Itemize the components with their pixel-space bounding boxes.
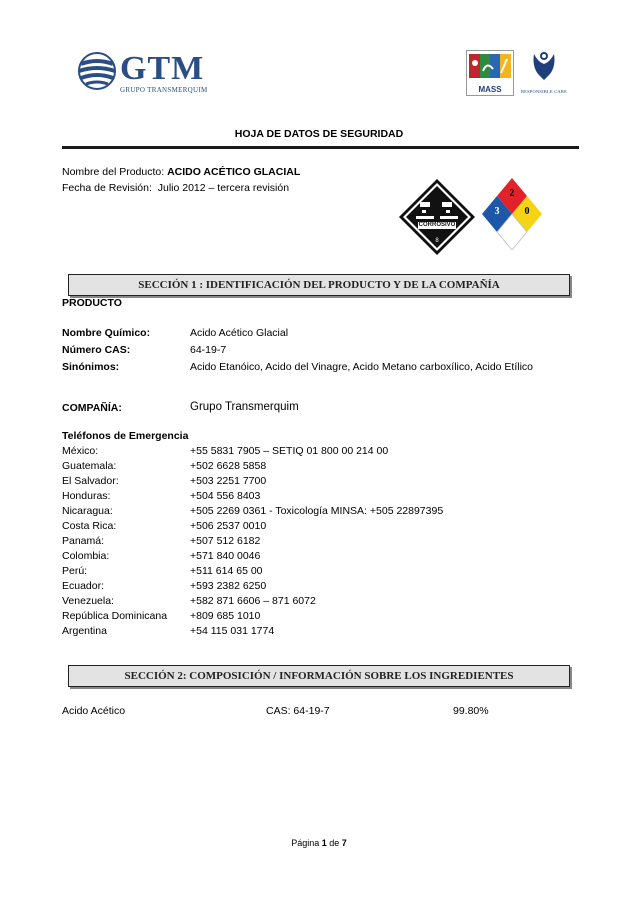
synonyms-value: Acido Etanóico, Acido del Vinagre, Acido Metano carboxílico, Acido Etílico — [190, 361, 534, 373]
nfpa-fire-value: 2 — [509, 188, 515, 199]
gtm-logo — [76, 48, 221, 96]
product-heading: PRODUCTO — [62, 297, 122, 309]
section-1-title: SECCIÓN 1 : IDENTIFICACIÓN DEL PRODUCTO Y DE LA COMPAÑÍA — [138, 279, 500, 291]
nfpa-health-value: 3 — [494, 206, 500, 217]
ingredient-percent: 99.80% — [453, 705, 489, 717]
phone-country: El Salvador: — [62, 475, 119, 487]
page-footer — [0, 838, 638, 848]
phone-number: +571 840 0046 — [190, 550, 261, 562]
phone-country: México: — [62, 445, 99, 457]
page-current: 1 — [321, 838, 327, 848]
phone-number: +507 512 6182 — [190, 535, 261, 547]
product-name-line — [62, 166, 300, 178]
ingredient-cas: CAS: 64-19-7 — [266, 705, 330, 717]
cas-number-value: 64-19-7 — [190, 344, 227, 356]
company-value: Grupo Transmerquim — [190, 401, 299, 413]
phone-country: Nicaragua: — [62, 505, 113, 517]
phone-number: +511 614 65 00 — [190, 565, 263, 577]
cas-number-label: Número CAS: — [62, 344, 131, 356]
hands-icon — [530, 48, 558, 82]
corrosive-label: CORROSIVO — [418, 222, 456, 228]
phone-country: Costa Rica: — [62, 520, 117, 532]
phone-number: +504 556 8403 — [190, 490, 261, 502]
phone-country: Ecuador: — [62, 580, 105, 592]
revision-date-line — [62, 182, 289, 194]
section-2-header — [68, 665, 570, 687]
phone-country: Venezuela: — [62, 595, 114, 607]
responsible-care-logo — [516, 48, 572, 94]
corrosive-class: 8 — [435, 238, 439, 244]
revision-date-label: Fecha de Revisión: — [62, 182, 152, 194]
phone-number: +593 2382 6250 — [190, 580, 267, 592]
corrosive-pictogram — [398, 178, 476, 256]
responsible-care-label: RESPONSIBLE CARE — [520, 89, 568, 94]
product-name-label: Nombre del Producto: — [62, 166, 165, 178]
phone-number: +54 115 031 1774 — [190, 625, 275, 637]
phone-country: Perú: — [62, 565, 88, 577]
phone-number: +582 871 6606 – 871 6072 — [190, 595, 316, 607]
globe-icon — [76, 50, 118, 92]
chemical-name-label: Nombre Químico: — [62, 327, 151, 339]
phone-country: Panamá: — [62, 535, 105, 547]
phone-country: Guatemala: — [62, 460, 117, 472]
page-of: de — [329, 838, 340, 848]
mass-label: MASS — [478, 85, 502, 94]
page-total: 7 — [341, 838, 347, 848]
logo-subtitle: GRUPO TRANSMERQUIM — [120, 86, 208, 94]
section-1-header — [68, 274, 570, 296]
phone-country: Honduras: — [62, 490, 111, 502]
emergency-heading: Teléfonos de Emergencia — [62, 430, 189, 442]
product-name-value: ACIDO ACÉTICO GLACIAL — [167, 166, 301, 178]
phone-country: República Dominicana — [62, 610, 168, 622]
nfpa-reactivity-value: 0 — [524, 206, 530, 217]
revision-date-value: Julio 2012 – tercera revisión — [157, 182, 290, 194]
logo-text: GTM — [120, 50, 205, 87]
mass-logo — [466, 50, 514, 96]
document-title: HOJA DE DATOS DE SEGURIDAD — [234, 128, 404, 140]
company-label: COMPAÑÍA: — [62, 402, 122, 414]
corrosive-icon — [398, 178, 476, 256]
phone-number: +506 2537 0010 — [190, 520, 267, 532]
ingredient-name: Acido Acético — [62, 705, 126, 717]
nfpa-diamond — [480, 176, 544, 250]
title-divider — [62, 146, 579, 149]
phone-number: +502 6628 5858 — [190, 460, 267, 472]
phone-number: +55 5831 7905 – SETIQ 01 800 00 214 00 — [190, 445, 389, 457]
page-word: Página — [291, 838, 320, 848]
phone-country: Argentina — [62, 625, 107, 637]
phone-number: +503 2251 7700 — [190, 475, 267, 487]
phone-number: +809 685 1010 — [190, 610, 261, 622]
chemical-name-value: Acido Acético Glacial — [190, 327, 289, 339]
section-2-title: SECCIÓN 2: COMPOSICIÓN / INFORMACIÓN SOBRE LOS INGREDIENTES — [124, 670, 514, 682]
phone-country: Colombia: — [62, 550, 110, 562]
synonyms-label: Sinónimos: — [62, 361, 120, 373]
phone-number: +505 2269 0361 - Toxicología MINSA: +505 22897395 — [190, 505, 444, 517]
mass-emblem-icon — [467, 51, 513, 81]
